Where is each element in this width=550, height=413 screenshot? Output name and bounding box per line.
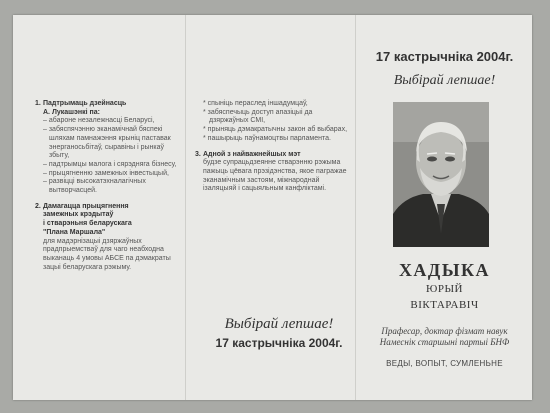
list-item: – развіцці высокатэхналагічных вытворчасцей. <box>43 178 183 195</box>
item-2-heading: 2. Дамагацца прыцягнення замежных крэдытаў і стварэньня беларускага "Плана Маршала" <box>35 202 132 236</box>
fold-line-right <box>355 15 356 400</box>
conditions-list <box>203 100 351 144</box>
candidate-motto: ВЕДЫ, ВОПЫТ, СУМЛЕНЬНЕ <box>386 359 503 368</box>
election-date: 17 кастрычніка 2004г. <box>215 336 343 350</box>
fold-line-left <box>185 15 186 400</box>
middle-slogan-block <box>204 316 354 350</box>
item-3-body: будзе супрацьдзеянне стварэнню рэжыма пажыць цёвага прэзідэнства, якое пагражае эканамічным застоям, міжнароднай ізаляцыяй і сацыяльным канфліктамі. <box>203 159 347 193</box>
candidate-patronymic: ВІКТАРАВІЧ <box>410 299 479 311</box>
list-item: – падтрымцы малога і сярэдняга бізнесу, <box>43 161 183 170</box>
list-item: * прыняць дэмакратычны закон аб выбарах, <box>203 126 351 135</box>
candidate-titles: Прафесар, доктар фізмат навук Намеснік старшыні партыі БНФ <box>379 326 510 347</box>
item-1-heading: 1. Падтрымаць дзейнасць А. Лукашэнкі па: <box>35 100 127 116</box>
panel-middle <box>195 100 351 194</box>
panel-right <box>357 15 532 400</box>
list-item: * пашырыць паўнамоцтвы парламента. <box>203 135 351 144</box>
slogan: Выбірай лепшае! <box>224 316 334 332</box>
list-item: * спыніць пераслед іншадумцаў, <box>203 100 351 109</box>
candidate-portrait <box>393 102 489 247</box>
candidate-surname: ХАДЫКА <box>398 260 491 280</box>
election-date-top: 17 кастрычніка 2004г. <box>375 49 514 64</box>
program-item-3 <box>195 150 351 195</box>
program-item-2 <box>35 202 183 273</box>
item-2-body: для мадэрнізацыі дзяржаўных прадпрыемстваў для чаго неабходна выканаць 4 умовы АБСЕ па дэмакраты зацыі беларускага рэжыму. <box>43 237 171 271</box>
candidate-given-name: ЮРЫЙ <box>426 283 463 295</box>
portrait-photo <box>393 102 489 247</box>
list-item: – абароне незалежнасці Беларусі, <box>43 117 183 126</box>
list-item: * забяспечыць доступ апазіцыі да дзяржаўных СМІ, <box>203 109 351 126</box>
panel-left <box>35 100 183 272</box>
list-item: – прыцягненню замежных інвестыцый, <box>43 170 183 179</box>
item-1-bullets <box>43 117 183 195</box>
program-item-1 <box>35 100 183 196</box>
slogan-top: Выбірай лепшае! <box>393 73 496 88</box>
list-item: – забяспячэнню эканамічнай бяспекі шляхам памнажэння крыніц паставак энерганосьбітаў, сыравіны і рынкаў збыту, <box>43 126 183 161</box>
item-3-heading: 3. Адной з найважнейшых мэт <box>195 150 301 158</box>
